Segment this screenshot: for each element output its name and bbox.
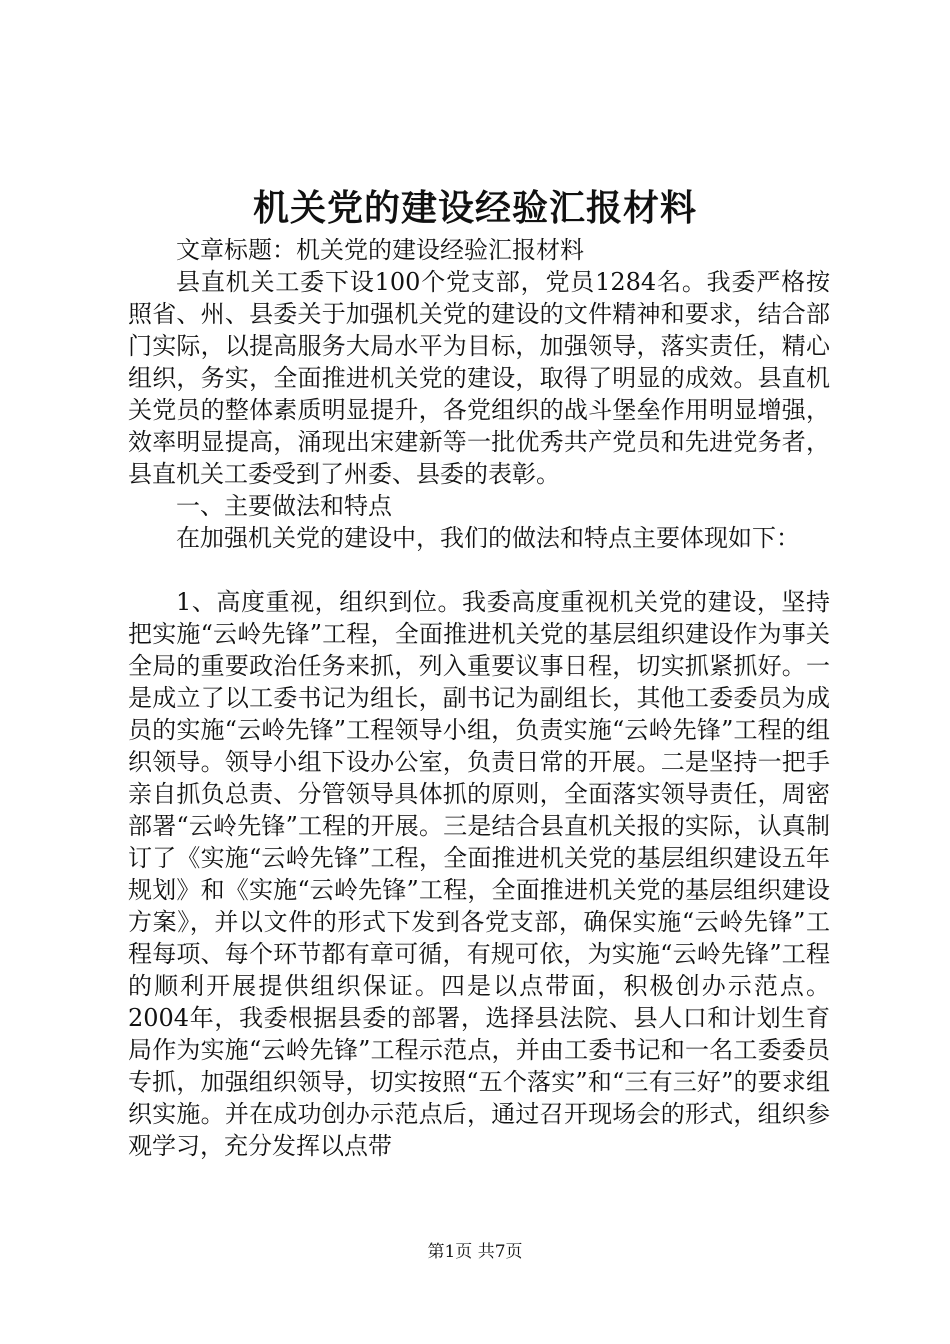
page-footer: 第1页 共7页 [427, 1242, 523, 1262]
document-title: 机关党的建设经验汇报材料 [252, 187, 697, 229]
point-one-paragraph: 1、高度重视，组织到位。我委高度重视机关党的建设，坚持把实施“云岭先锋”工程，全面推进机关党的基层组织建设作为事关全局的重要政治任务来抓，列入重要议事日程，切实抓紧抓好。一是成立了以工委书记为组长，副书记为副组长，其他工委委员为成员的实施“云岭先锋”工程领导小组，负责实施“云岭先锋”工程的组织领导。领导小组下设办公室，负责日常的开展。二是坚持一把手亲自抓负总责、分管领导具体抓的原则，全面落实领导责任，周密部署“云岭先锋”工程的开展。三是结合县直机关报的实际，认真制订了《实施“云岭先锋”工程，全面推进机关党的基层组织建设五年规划》和《实施“云岭先锋”工程，全面推进机关党的基层组织建设方案》，并以文件的形式下发到各党支部，确保实施“云岭先锋”工程每项、每个环节都有章可循，有规可依，为实施“云岭先锋”工程的顺利开展提供组织保证。四是以点带面，积极创办示范点。2004年，我委根据县委的部署，选择县法院、县人口和计划生育局作为实施“云岭先锋”工程示范点，并由工委书记和一名工委委员专抓，加强组织领导，切实按照“五个落实”和“三有三好”的要求组织实施。并在成功创办示范点后，通过召开现场会的形式，组织参观学习，充分发挥以点带 [128, 588, 830, 1160]
section-lead-paragraph: 在加强机关党的建设中，我们的做法和特点主要体现如下： [176, 524, 800, 552]
intro-paragraph: 县直机关工委下设100个党支部，党员1284名。我委严格按照省、州、县委关于加强机关党的建设的文件精神和要求，结合部门实际，以提高服务大局水平为目标，加强领导，落实责任，精心组织，务实，全面推进机关党的建设，取得了明显的成效。县直机关党员的整体素质明显提升，各党组织的战斗堡垒作用明显增强，效率明显提高，涌现出宋建新等一批优秀共产党员和先进党务者，县直机关工委受到了州委、县委的表彰。 [128, 268, 830, 488]
section-heading: 一、主要做法和特点 [176, 492, 392, 520]
document-body [128, 234, 830, 1162]
article-title-line: 文章标题：机关党的建设经验汇报材料 [176, 236, 584, 264]
